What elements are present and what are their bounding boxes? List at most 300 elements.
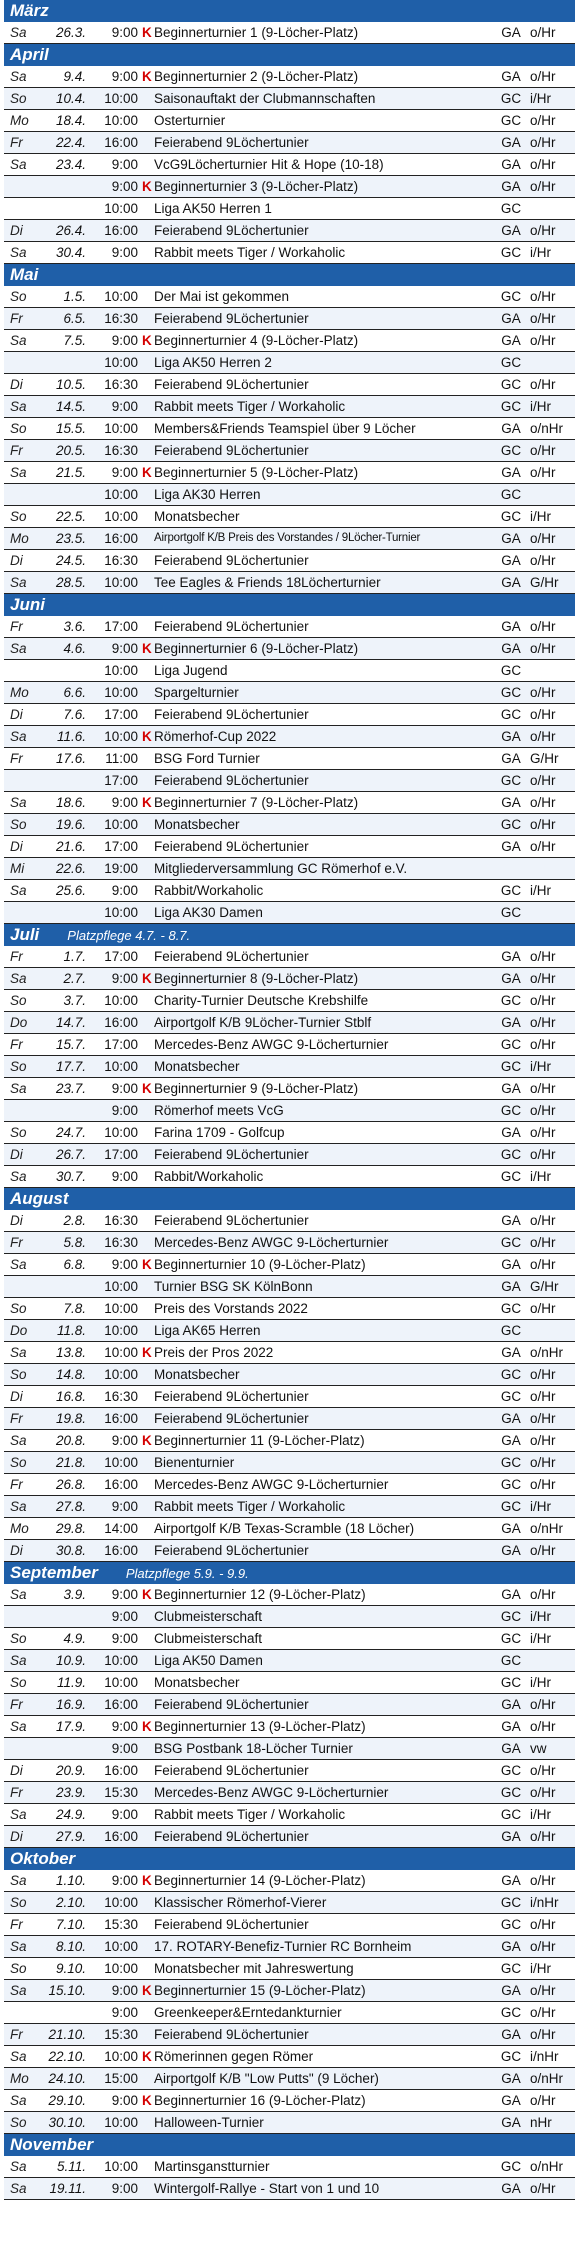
weekday: Fr (10, 1411, 23, 1426)
event-time: 9:00 (111, 157, 138, 172)
event-row (4, 1760, 575, 1782)
event-place: GC (500, 1653, 522, 1668)
event-title: Feierabend 9Löchertunier (154, 443, 309, 458)
event-time: 10:00 (104, 91, 138, 106)
event-category: o/Hr (530, 1081, 556, 1096)
event-row (4, 2002, 575, 2024)
event-title: Feierabend 9Löchertunier (154, 223, 309, 238)
event-date: 19.11. (49, 2181, 86, 2196)
event-place: GA (501, 69, 521, 84)
event-date: 7.10. (55, 1917, 86, 1932)
event-category: o/Hr (530, 1917, 556, 1932)
event-row (4, 1518, 575, 1540)
weekday: Mo (10, 113, 29, 128)
event-category: o/Hr (530, 707, 556, 722)
event-place: GC (500, 1961, 522, 1976)
weekday: Sa (10, 1719, 27, 1734)
event-title: Feierabend 9Löchertunier (154, 839, 309, 854)
month-header (4, 1188, 575, 1210)
event-place: GA (501, 641, 521, 656)
event-category: o/Hr (530, 1257, 556, 1272)
event-date: 14.7. (55, 1015, 86, 1030)
event-time: 10:00 (104, 1455, 138, 1470)
event-category: o/Hr (530, 795, 556, 810)
event-date: 22.4. (55, 135, 86, 150)
weekday: Sa (10, 1653, 27, 1668)
event-title: Rabbit meets Tiger / Workaholic (154, 1807, 346, 1822)
event-time: 9:00 (111, 69, 138, 84)
event-date: 23.4. (55, 157, 86, 172)
k-marker: K (142, 465, 152, 480)
weekday: Sa (10, 2093, 27, 2108)
weekday: Sa (10, 245, 27, 260)
event-row (4, 1958, 575, 1980)
weekday: Sa (10, 1345, 27, 1360)
event-category: o/Hr (530, 1587, 556, 1602)
event-place: GC (500, 1455, 522, 1470)
event-date: 21.8. (55, 1455, 86, 1470)
weekday: Sa (10, 1807, 27, 1822)
weekday: Di (10, 1543, 23, 1558)
event-place: GC (500, 1103, 522, 1118)
weekday: Sa (10, 25, 27, 40)
event-title: Römerhof-Cup 2022 (154, 729, 277, 744)
event-time: 9:00 (111, 179, 138, 194)
event-date: 5.11. (56, 2159, 86, 2174)
event-title: Preis des Vorstands 2022 (154, 1301, 308, 1316)
event-row (4, 1782, 575, 1804)
event-time: 10:00 (104, 1323, 138, 1338)
event-row (4, 1628, 575, 1650)
weekday: So (10, 1059, 27, 1074)
k-marker: K (142, 1345, 152, 1360)
event-title: Liga AK30 Damen (154, 905, 263, 920)
event-date: 21.6. (55, 839, 86, 854)
event-row (4, 1342, 575, 1364)
event-date: 17.9. (55, 1719, 86, 1734)
weekday: So (10, 91, 27, 106)
event-row (4, 660, 575, 682)
event-time: 9:00 (111, 971, 138, 986)
event-row (4, 704, 575, 726)
event-time: 9:00 (111, 1631, 138, 1646)
event-row (4, 682, 575, 704)
weekday: So (10, 1895, 27, 1910)
event-place: GA (501, 971, 521, 986)
weekday: Fr (10, 1785, 23, 1800)
event-category: o/Hr (530, 1477, 556, 1492)
event-category: G/Hr (530, 1279, 559, 1294)
event-place: GA (501, 1829, 521, 1844)
event-place: GA (501, 1543, 521, 1558)
event-date: 23.7. (55, 1081, 86, 1096)
event-time: 10:00 (104, 1125, 138, 1140)
event-time: 9:00 (111, 1433, 138, 1448)
event-category: o/Hr (530, 1763, 556, 1778)
event-date: 2.10. (55, 1895, 86, 1910)
weekday: Mo (10, 531, 29, 546)
event-place: GA (501, 179, 521, 194)
weekday: So (10, 817, 27, 832)
event-date: 23.5. (55, 531, 86, 546)
event-time: 9:00 (111, 333, 138, 348)
weekday: Sa (10, 971, 27, 986)
event-title: Mercedes-Benz AWGC 9-Löcherturnier (154, 1235, 389, 1250)
event-category: o/Hr (530, 1983, 556, 1998)
event-category: o/Hr (530, 1147, 556, 1162)
event-title: Liga AK65 Herren (154, 1323, 261, 1338)
k-marker: K (142, 25, 152, 40)
event-row (4, 2112, 575, 2134)
month-header (4, 264, 575, 286)
event-time: 16:30 (104, 311, 138, 326)
event-row (4, 1386, 575, 1408)
event-place: GC (500, 443, 522, 458)
event-category: o/Hr (530, 1103, 556, 1118)
event-time: 17:00 (104, 949, 138, 964)
k-marker: K (142, 1081, 152, 1096)
event-row (4, 550, 575, 572)
event-row (4, 572, 575, 594)
event-time: 9:00 (111, 883, 138, 898)
event-time: 9:00 (111, 2005, 138, 2020)
event-category: i/Hr (530, 91, 551, 106)
event-time: 19:00 (104, 861, 138, 876)
event-category: o/Hr (530, 971, 556, 986)
event-row (4, 110, 575, 132)
event-category: o/Hr (530, 1213, 556, 1228)
weekday: Do (10, 1323, 28, 1338)
event-category: o/Hr (530, 1719, 556, 1734)
event-place: GC (500, 377, 522, 392)
k-marker: K (142, 729, 152, 744)
event-category: i/Hr (530, 399, 551, 414)
event-row (4, 1298, 575, 1320)
weekday: Sa (10, 157, 27, 172)
weekday: Di (10, 377, 23, 392)
event-time: 9:00 (111, 1169, 138, 1184)
event-time: 10:00 (104, 1653, 138, 1668)
event-title: Airportgolf K/B Preis des Vorstandes / 9Löcher-Turnier (154, 532, 421, 544)
weekday: Mo (10, 2071, 29, 2086)
event-title: Beginnerturnier 15 (9-Löcher-Platz) (154, 1983, 366, 1998)
weekday: Mo (10, 685, 29, 700)
event-place: GC (500, 1059, 522, 1074)
weekday: Sa (10, 1499, 27, 1514)
month-header (4, 594, 575, 616)
event-row (4, 1166, 575, 1188)
event-row (4, 1320, 575, 1342)
event-date: 2.8. (63, 1213, 86, 1228)
event-date: 11.9. (56, 1675, 86, 1690)
event-date: 20.5. (55, 443, 86, 458)
event-row (4, 440, 575, 462)
event-title: Charity-Turnier Deutsche Krebshilfe (154, 993, 369, 1008)
event-time: 16:30 (104, 1235, 138, 1250)
event-title: Feierabend 9Löchertunier (154, 1389, 309, 1404)
event-row (4, 1254, 575, 1276)
event-place: GC (500, 399, 522, 414)
weekday: Sa (10, 641, 27, 656)
event-category: i/nHr (530, 1895, 559, 1910)
month-title: März (10, 1, 49, 20)
event-title: Members&Friends Teamspiel über 9 Löcher (154, 421, 416, 436)
event-place: GC (500, 487, 522, 502)
event-category: o/Hr (530, 377, 556, 392)
event-title: Feierabend 9Löchertunier (154, 1763, 309, 1778)
event-category: o/Hr (530, 223, 556, 238)
event-title: Feierabend 9Löchertunier (154, 1147, 309, 1162)
event-date: 16.8. (55, 1389, 86, 1404)
weekday: Sa (10, 465, 27, 480)
event-date: 24.10. (48, 2071, 86, 2086)
event-category: i/Hr (530, 1631, 551, 1646)
event-date: 3.7. (63, 993, 86, 1008)
weekday: Di (10, 1763, 23, 1778)
month-title: Juli (10, 925, 40, 944)
event-place: GC (500, 1323, 522, 1338)
weekday: Fr (10, 135, 23, 150)
event-time: 10:00 (104, 1059, 138, 1074)
event-row (4, 1100, 575, 1122)
weekday: Sa (10, 69, 27, 84)
event-time: 17:00 (104, 839, 138, 854)
event-title: Monatsbecher (154, 817, 240, 832)
event-date: 17.7. (55, 1059, 86, 1074)
event-date: 24.5. (55, 553, 86, 568)
event-date: 19.8. (55, 1411, 86, 1426)
event-title: Feierabend 9Löchertunier (154, 1543, 309, 1558)
event-title: Beginnerturnier 9 (9-Löcher-Platz) (154, 1081, 359, 1096)
event-category: o/Hr (530, 1125, 556, 1140)
event-category: o/Hr (530, 1411, 556, 1426)
event-time: 17:00 (104, 707, 138, 722)
event-category: o/nHr (530, 1345, 564, 1360)
event-place: GC (500, 993, 522, 1008)
event-time: 10:00 (104, 575, 138, 590)
event-time: 9:00 (111, 1499, 138, 1514)
event-time: 16:30 (104, 1213, 138, 1228)
event-category: o/Hr (530, 1873, 556, 1888)
weekday: Fr (10, 1697, 23, 1712)
event-place: GC (500, 1609, 522, 1624)
event-date: 9.10. (55, 1961, 86, 1976)
event-place: GA (501, 839, 521, 854)
event-category: o/Hr (530, 1037, 556, 1052)
event-time: 10:00 (104, 1367, 138, 1382)
event-row (4, 2090, 575, 2112)
event-place: GA (501, 2027, 521, 2042)
event-row (4, 1056, 575, 1078)
event-title: 17. ROTARY-Benefiz-Turnier RC Bornheim (154, 1939, 412, 1954)
event-time: 10:00 (104, 201, 138, 216)
event-place: GC (500, 355, 522, 370)
event-time: 10:00 (104, 355, 138, 370)
event-time: 10:00 (104, 1675, 138, 1690)
event-date: 15.5. (55, 421, 86, 436)
weekday: So (10, 1631, 27, 1646)
event-category: i/Hr (530, 245, 551, 260)
event-date: 22.10. (48, 2049, 86, 2064)
event-title: Beginnerturnier 12 (9-Löcher-Platz) (154, 1587, 366, 1602)
event-place: GC (500, 1785, 522, 1800)
event-place: GC (500, 509, 522, 524)
weekday: Fr (10, 1477, 23, 1492)
weekday: Sa (10, 1587, 27, 1602)
event-title: Rabbit/Workaholic (154, 1169, 264, 1184)
event-row (4, 176, 575, 198)
event-time: 10:00 (104, 2049, 138, 2064)
event-date: 7.5. (63, 333, 86, 348)
event-category: o/Hr (530, 289, 556, 304)
event-date: 29.8. (55, 1521, 86, 1536)
event-title: Feierabend 9Löchertunier (154, 377, 309, 392)
k-marker: K (142, 2049, 152, 2064)
event-title: Airportgolf K/B Texas-Scramble (18 Löcher) (154, 1521, 415, 1536)
event-title: Beginnerturnier 6 (9-Löcher-Platz) (154, 641, 359, 656)
event-time: 10:00 (104, 1301, 138, 1316)
event-date: 22.6. (55, 861, 86, 876)
event-row (4, 2178, 575, 2200)
event-place: GA (501, 1873, 521, 1888)
month-title: Oktober (10, 1849, 76, 1868)
event-title: Beginnerturnier 2 (9-Löcher-Platz) (154, 69, 359, 84)
event-title: Beginnerturnier 3 (9-Löcher-Platz) (154, 179, 359, 194)
weekday: Di (10, 553, 23, 568)
event-category: o/nHr (530, 421, 564, 436)
event-date: 26.3. (55, 25, 86, 40)
event-row (4, 1980, 575, 2002)
month-title: November (10, 2135, 94, 2154)
event-category: o/nHr (530, 2071, 564, 2086)
event-place: GC (500, 1631, 522, 1646)
weekday: Fr (10, 751, 23, 766)
k-marker: K (142, 333, 152, 348)
weekday: So (10, 1675, 27, 1690)
event-time: 14:00 (104, 1521, 138, 1536)
weekday: So (10, 509, 27, 524)
weekday: So (10, 1125, 27, 1140)
weekday: Sa (10, 333, 27, 348)
event-place: GA (501, 2115, 521, 2130)
event-category: i/Hr (530, 1059, 551, 1074)
event-row (4, 132, 575, 154)
event-title: Clubmeisterschaft (154, 1609, 263, 1624)
event-title: Liga AK50 Damen (154, 1653, 263, 1668)
event-place: GC (500, 1301, 522, 1316)
event-category: o/Hr (530, 619, 556, 634)
event-category: o/Hr (530, 1301, 556, 1316)
event-date: 7.8. (63, 1301, 86, 1316)
event-date: 17.6. (55, 751, 86, 766)
event-time: 16:00 (104, 1411, 138, 1426)
event-row (4, 638, 575, 660)
k-marker: K (142, 69, 152, 84)
event-time: 15:00 (104, 2071, 138, 2086)
event-date: 16.9. (55, 1697, 86, 1712)
event-time: 9:00 (111, 1081, 138, 1096)
event-title: Bienenturnier (154, 1455, 235, 1470)
event-title: Feierabend 9Löchertunier (154, 311, 309, 326)
weekday: Sa (10, 1983, 27, 1998)
event-place: GA (501, 2071, 521, 2086)
event-category: i/Hr (530, 1499, 551, 1514)
event-time: 9:00 (111, 1873, 138, 1888)
event-row (4, 462, 575, 484)
weekday: Di (10, 707, 23, 722)
event-date: 11.8. (56, 1323, 86, 1338)
event-place: GA (501, 1279, 521, 1294)
weekday: Sa (10, 2049, 27, 2064)
event-title: Rabbit meets Tiger / Workaholic (154, 1499, 346, 1514)
event-time: 17:00 (104, 1037, 138, 1052)
event-row (4, 352, 575, 374)
event-date: 6.5. (63, 311, 86, 326)
weekday: So (10, 289, 27, 304)
event-category: o/Hr (530, 641, 556, 656)
event-time: 10:00 (104, 1895, 138, 1910)
event-category: o/Hr (530, 685, 556, 700)
k-marker: K (142, 1257, 152, 1272)
event-title: Airportgolf K/B 9Löcher-Turnier Stblf (154, 1015, 372, 1030)
event-category: o/Hr (530, 1697, 556, 1712)
event-row (4, 2024, 575, 2046)
event-place: GC (500, 707, 522, 722)
event-date: 2.7. (63, 971, 86, 986)
event-title: Farina 1709 - Golfcup (154, 1125, 285, 1140)
event-time: 10:00 (104, 2115, 138, 2130)
event-title: Mercedes-Benz AWGC 9-Löcherturnier (154, 1477, 389, 1492)
event-time: 17:00 (104, 619, 138, 634)
event-place: GA (501, 1719, 521, 1734)
event-date: 26.7. (55, 1147, 86, 1162)
event-title: Osterturnier (154, 113, 226, 128)
event-date: 1.10. (55, 1873, 86, 1888)
event-place: GC (500, 883, 522, 898)
k-marker: K (142, 1873, 152, 1888)
event-category: o/Hr (530, 333, 556, 348)
event-title: Römerhof meets VcG (154, 1103, 284, 1118)
event-place: GC (500, 773, 522, 788)
event-time: 10:00 (104, 113, 138, 128)
event-row (4, 616, 575, 638)
event-place: GC (500, 1235, 522, 1250)
event-title: Monatsbecher (154, 1059, 240, 1074)
event-title: Beginnerturnier 5 (9-Löcher-Platz) (154, 465, 359, 480)
event-time: 16:30 (104, 443, 138, 458)
event-category: o/Hr (530, 773, 556, 788)
event-place: GA (501, 1521, 521, 1536)
event-title: Liga Jugend (154, 663, 228, 678)
event-row (4, 792, 575, 814)
event-title: Feierabend 9Löchertunier (154, 1917, 309, 1932)
event-time: 16:00 (104, 1763, 138, 1778)
event-title: Greenkeeper&Erntedankturnier (154, 2005, 342, 2020)
event-time: 10:00 (104, 905, 138, 920)
event-category: vw (530, 1741, 547, 1756)
event-row (4, 286, 575, 308)
k-marker: K (142, 1983, 152, 1998)
k-marker: K (142, 971, 152, 986)
event-place: GA (501, 1345, 521, 1360)
event-title: Feierabend 9Löchertunier (154, 949, 309, 964)
event-time: 10:00 (104, 685, 138, 700)
event-title: Mercedes-Benz AWGC 9-Löcherturnier (154, 1785, 389, 1800)
event-title: Beginnerturnier 13 (9-Löcher-Platz) (154, 1719, 366, 1734)
event-date: 10.9. (55, 1653, 86, 1668)
event-date: 6.8. (63, 1257, 86, 1272)
event-time: 9:00 (111, 1609, 138, 1624)
